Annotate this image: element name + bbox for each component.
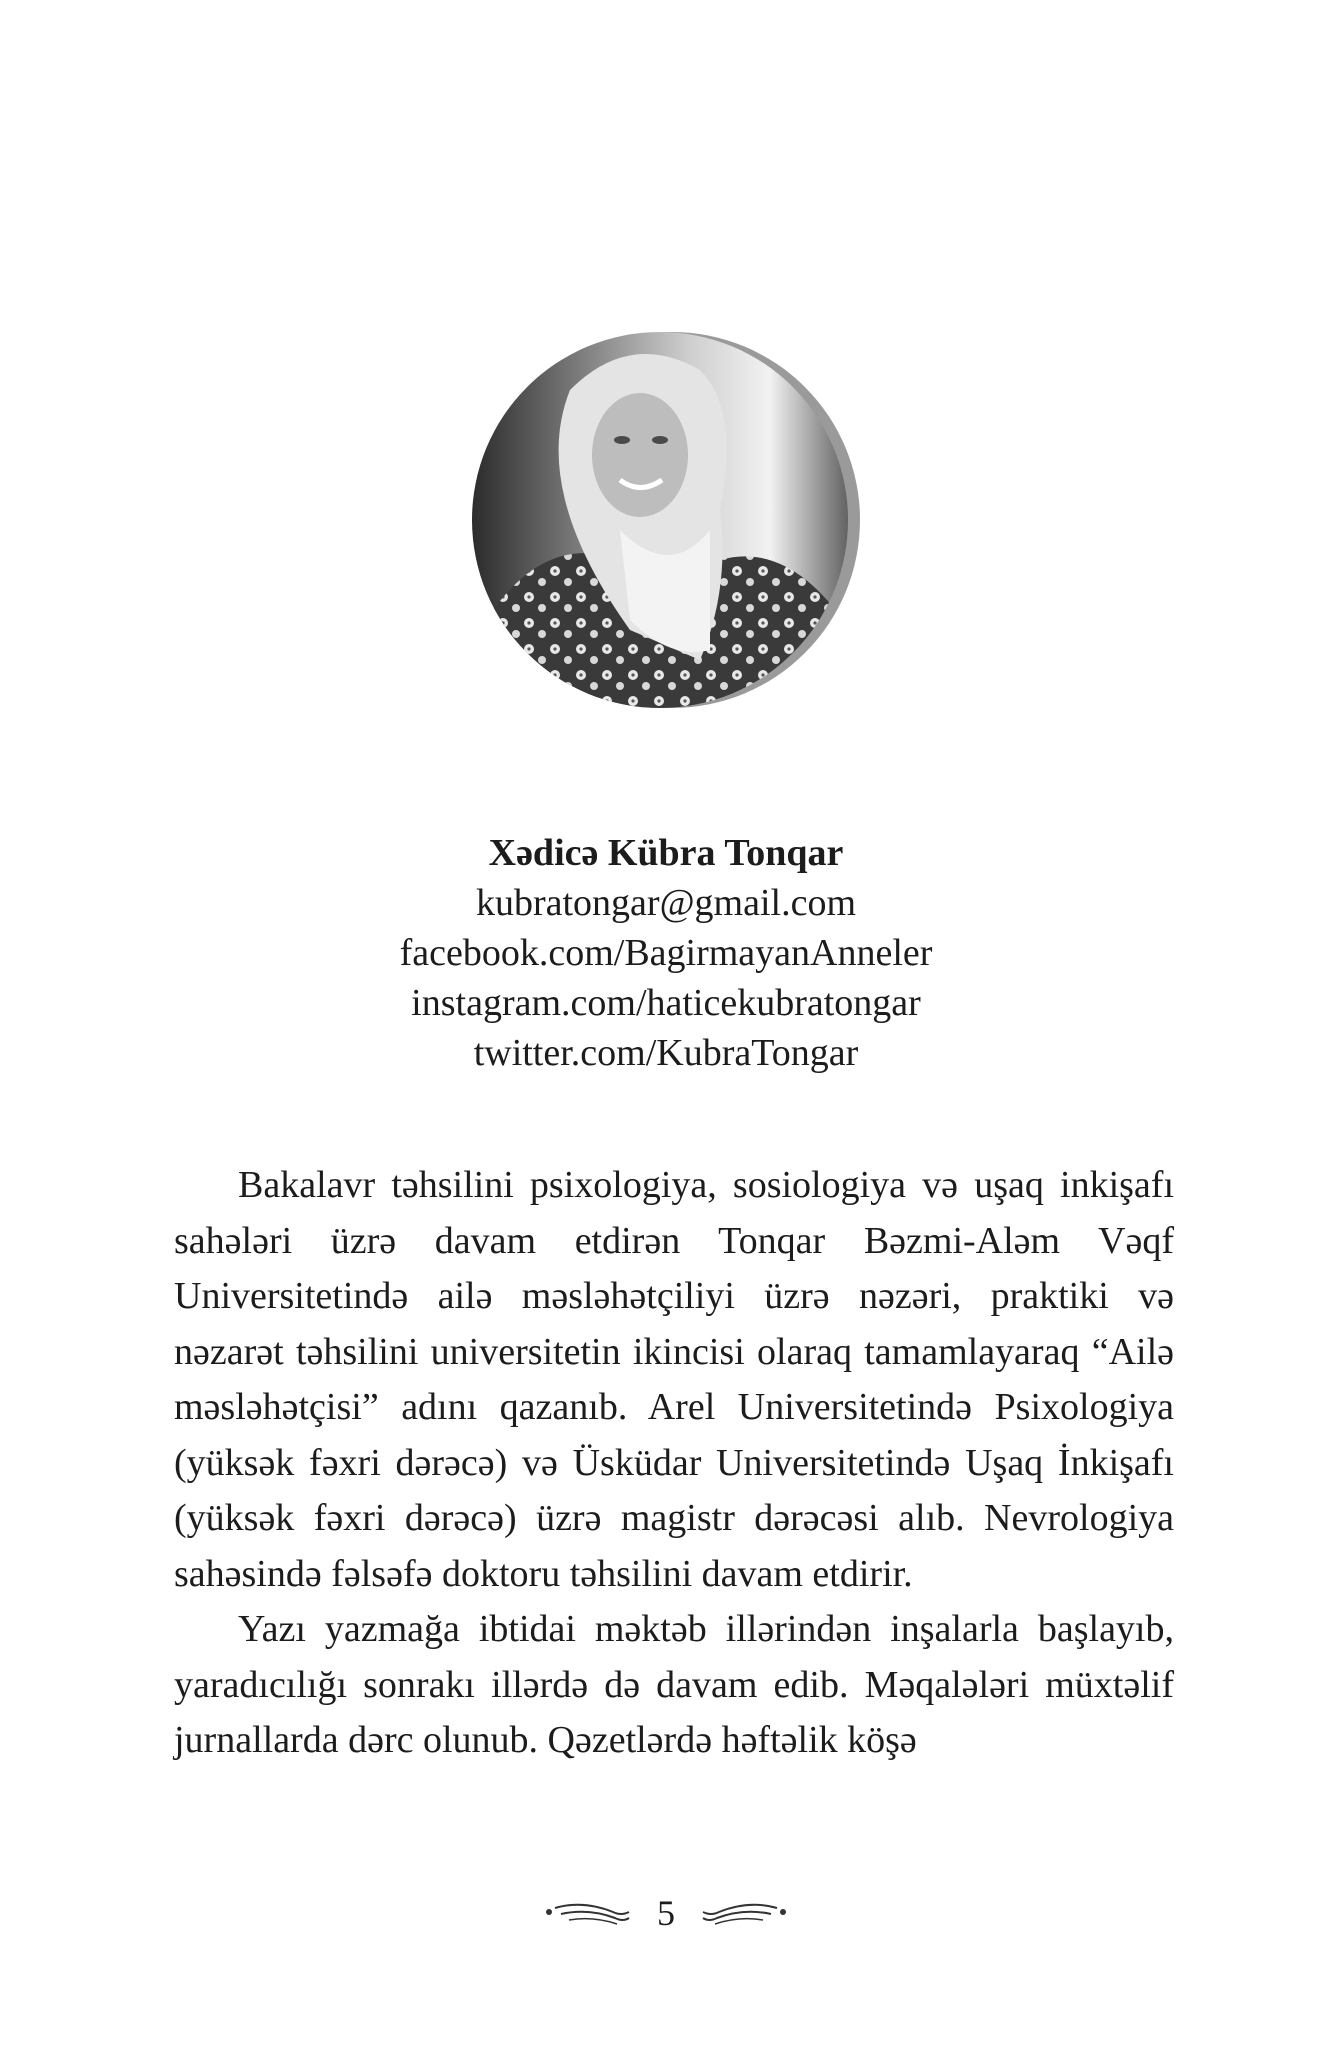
bio-paragraph: Yazı yazmağa ibtidai məktəb illərindən inşalarla başlayıb, yaradıcılığı sonrakı illərdə də davam edib. Məqalələri müxtəlif jurnallarda dərc olunub. Qəzetlərdə həftəlik köşə bbox=[174, 1608, 1174, 1761]
bio-paragraph: Bakalavr təhsilini psixologiya, sosiologiya və uşaq inkişafı sahələri üzrə davam etdirən Tonqar Bəzmi-Aləm Vəqf Universitetində ailə məsləhətçiliyi üzrə nəzəri, praktiki və nəzarət təhsilini universitetin ikincisi olaraq tamamlayaraq “Ailə məsləhətçisi” adını qazanıb. Arel Universitetində Psixologiya (yüksək fəxri dərəcə) və Üsküdar Universitetində Uşaq İnkişafı (yüksək fəxri dərəcə) üzrə magistr dərəcəsi alıb. Nevrologiya sahəsində fəlsəfə doktoru təhsilini davam etdirir. bbox=[174, 1164, 1174, 1595]
author-facebook[interactable]: facebook.com/BagirmayanAnneler bbox=[399, 932, 933, 974]
left-flourish-icon bbox=[543, 1898, 633, 1928]
page-footer bbox=[0, 1888, 1332, 1938]
author-email[interactable]: kubratongar@gmail.com bbox=[475, 882, 857, 924]
page-number: 5 bbox=[657, 1893, 675, 1933]
author-instagram[interactable]: instagram.com/haticekubratongar bbox=[411, 982, 921, 1024]
right-flourish-icon bbox=[699, 1898, 789, 1928]
author-biography bbox=[174, 1158, 1174, 1769]
author-twitter[interactable]: twitter.com/KubraTongar bbox=[473, 1032, 859, 1074]
author-contacts bbox=[0, 828, 1332, 1078]
author-portrait bbox=[470, 330, 870, 710]
author-name: Xədicə Kübra Tonqar bbox=[488, 832, 844, 874]
